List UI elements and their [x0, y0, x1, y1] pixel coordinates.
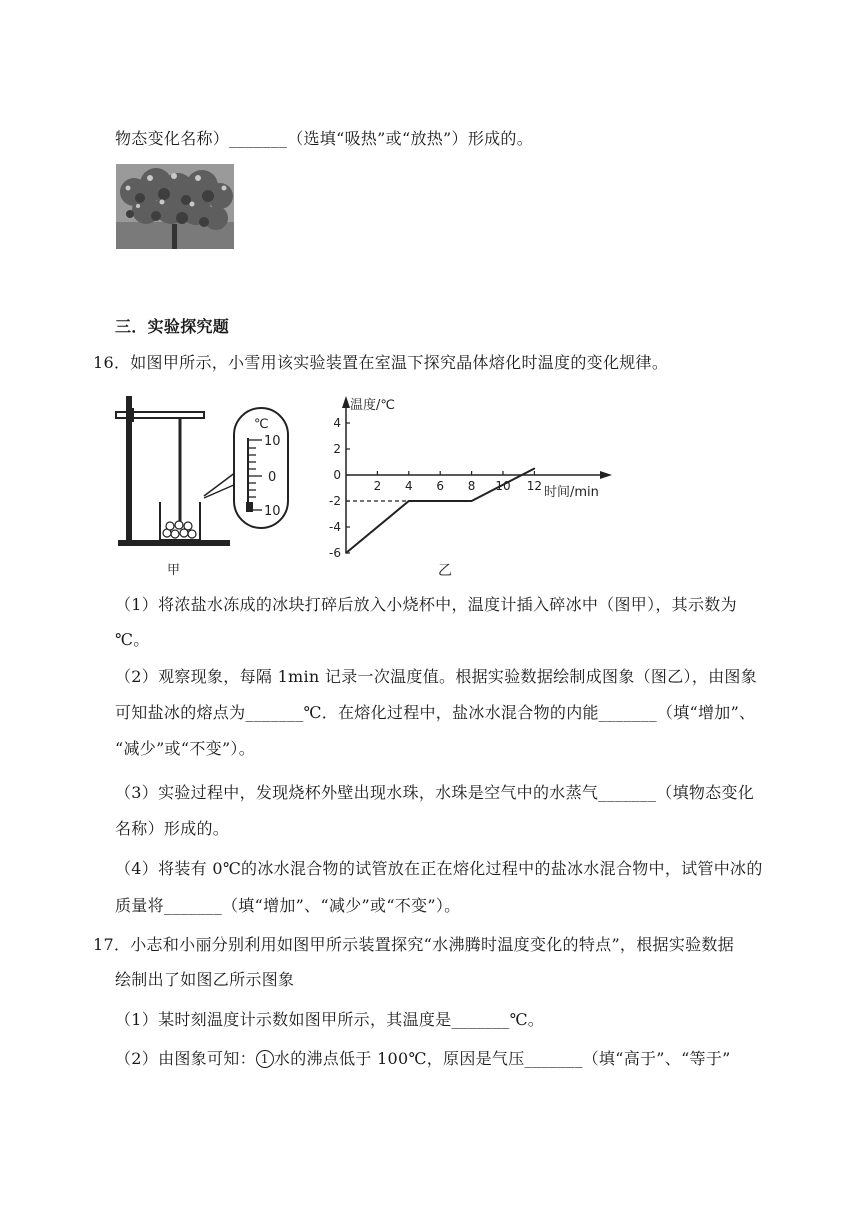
data-point — [471, 500, 473, 502]
q16-part3-line1: （3）实验过程中，发现烧杯外壁出现水珠，水珠是空气中的水蒸气_______（填物态变化 — [115, 783, 755, 802]
q16-stem: 16．如图甲所示，小雪用该实验装置在室温下探究晶体熔化时温度的变化规律。 — [93, 353, 669, 372]
x-tick-label: 12 — [526, 479, 543, 493]
q17-part1: （1）某时刻温度计示数如图甲所示，其温度是_______℃。 — [115, 1010, 545, 1029]
y-tick-label: 0 — [333, 468, 341, 482]
q17-stem-line2: 绘制出了如图乙所示图象 — [115, 970, 295, 989]
data-point — [534, 468, 536, 470]
q17-part2 — [115, 1046, 731, 1069]
data-point — [408, 500, 410, 502]
frost-tree-photo — [116, 164, 234, 249]
y-axis-arrow — [342, 396, 350, 408]
q16-part1-line2: ℃。 — [115, 630, 150, 649]
section-title: 三．实验探究题 — [115, 317, 230, 336]
data-point — [345, 552, 347, 554]
y-axis-label: 温度/℃ — [350, 398, 395, 413]
q16-part2-line3: “减少”或“不变”）。 — [115, 739, 256, 758]
scale-unit-label: ℃ — [254, 417, 269, 432]
circled-number — [256, 1050, 274, 1068]
q16-part1-line1: （1）将浓盐水冻成的冰块打碎后放入小烧杯中，温度计插入碎冰中（图甲），其示数为 — [115, 595, 737, 614]
q16-part2-line2: 可知盐冰的熔点为_______℃．在熔化过程中，盐冰水混合物的内能_______（填“增加”、 — [115, 703, 756, 722]
q16-part2-line1: （2）观察现象，每隔 1min 记录一次温度值。根据实验数据绘制成图象（图乙），由图象 — [115, 667, 758, 686]
x-tick-label: 10 — [495, 479, 511, 493]
y-tick-label: -2 — [329, 494, 341, 508]
q17-stem-line1: 17．小志和小丽分别利用如图甲所示装置探究“水沸腾时温度变化的特点”，根据实验数据 — [93, 935, 735, 954]
q16-part4-line1: （4）将装有 0℃的冰水混合物的试管放在正在熔化过程中的盐冰水混合物中，试管中冰的 — [115, 859, 763, 878]
scale-label-mid: 0 — [268, 470, 277, 485]
x-tick-label: 6 — [436, 479, 445, 493]
x-axis-label: 时间/min — [544, 485, 599, 500]
x-tick-label: 4 — [404, 479, 413, 493]
figure-jia-caption: 甲 — [167, 563, 181, 578]
continued-question-text: 物态变化名称）_______（选填“吸热”或“放热”）形成的。 — [115, 129, 534, 148]
y-tick-label: 4 — [333, 416, 341, 430]
circled-number-text: 1 — [260, 1052, 269, 1066]
scale-label-bottom: 10 — [264, 504, 281, 519]
q16-part4-line2: 质量将_______（填“增加”、“减少”或“不变”）。 — [115, 896, 461, 915]
x-tick-label: 8 — [467, 479, 476, 493]
x-tick-label: 2 — [373, 479, 382, 493]
y-tick-label: 2 — [333, 442, 341, 456]
scale-label-top: 10 — [264, 434, 281, 449]
q17-part2-lead: （2）由图象可知： — [115, 1049, 256, 1068]
y-tick-label: -6 — [329, 546, 341, 560]
figure-yi-chart — [322, 388, 622, 584]
y-tick-label: -4 — [329, 520, 341, 534]
figure-yi-caption: 乙 — [438, 563, 452, 579]
q16-part3-line2: 名称）形成的。 — [115, 819, 230, 838]
figure-jia-apparatus — [112, 388, 312, 584]
q17-part2-rest: 水的沸点低于 100℃，原因是气压_______（填“高于”、“等于” — [273, 1049, 731, 1068]
